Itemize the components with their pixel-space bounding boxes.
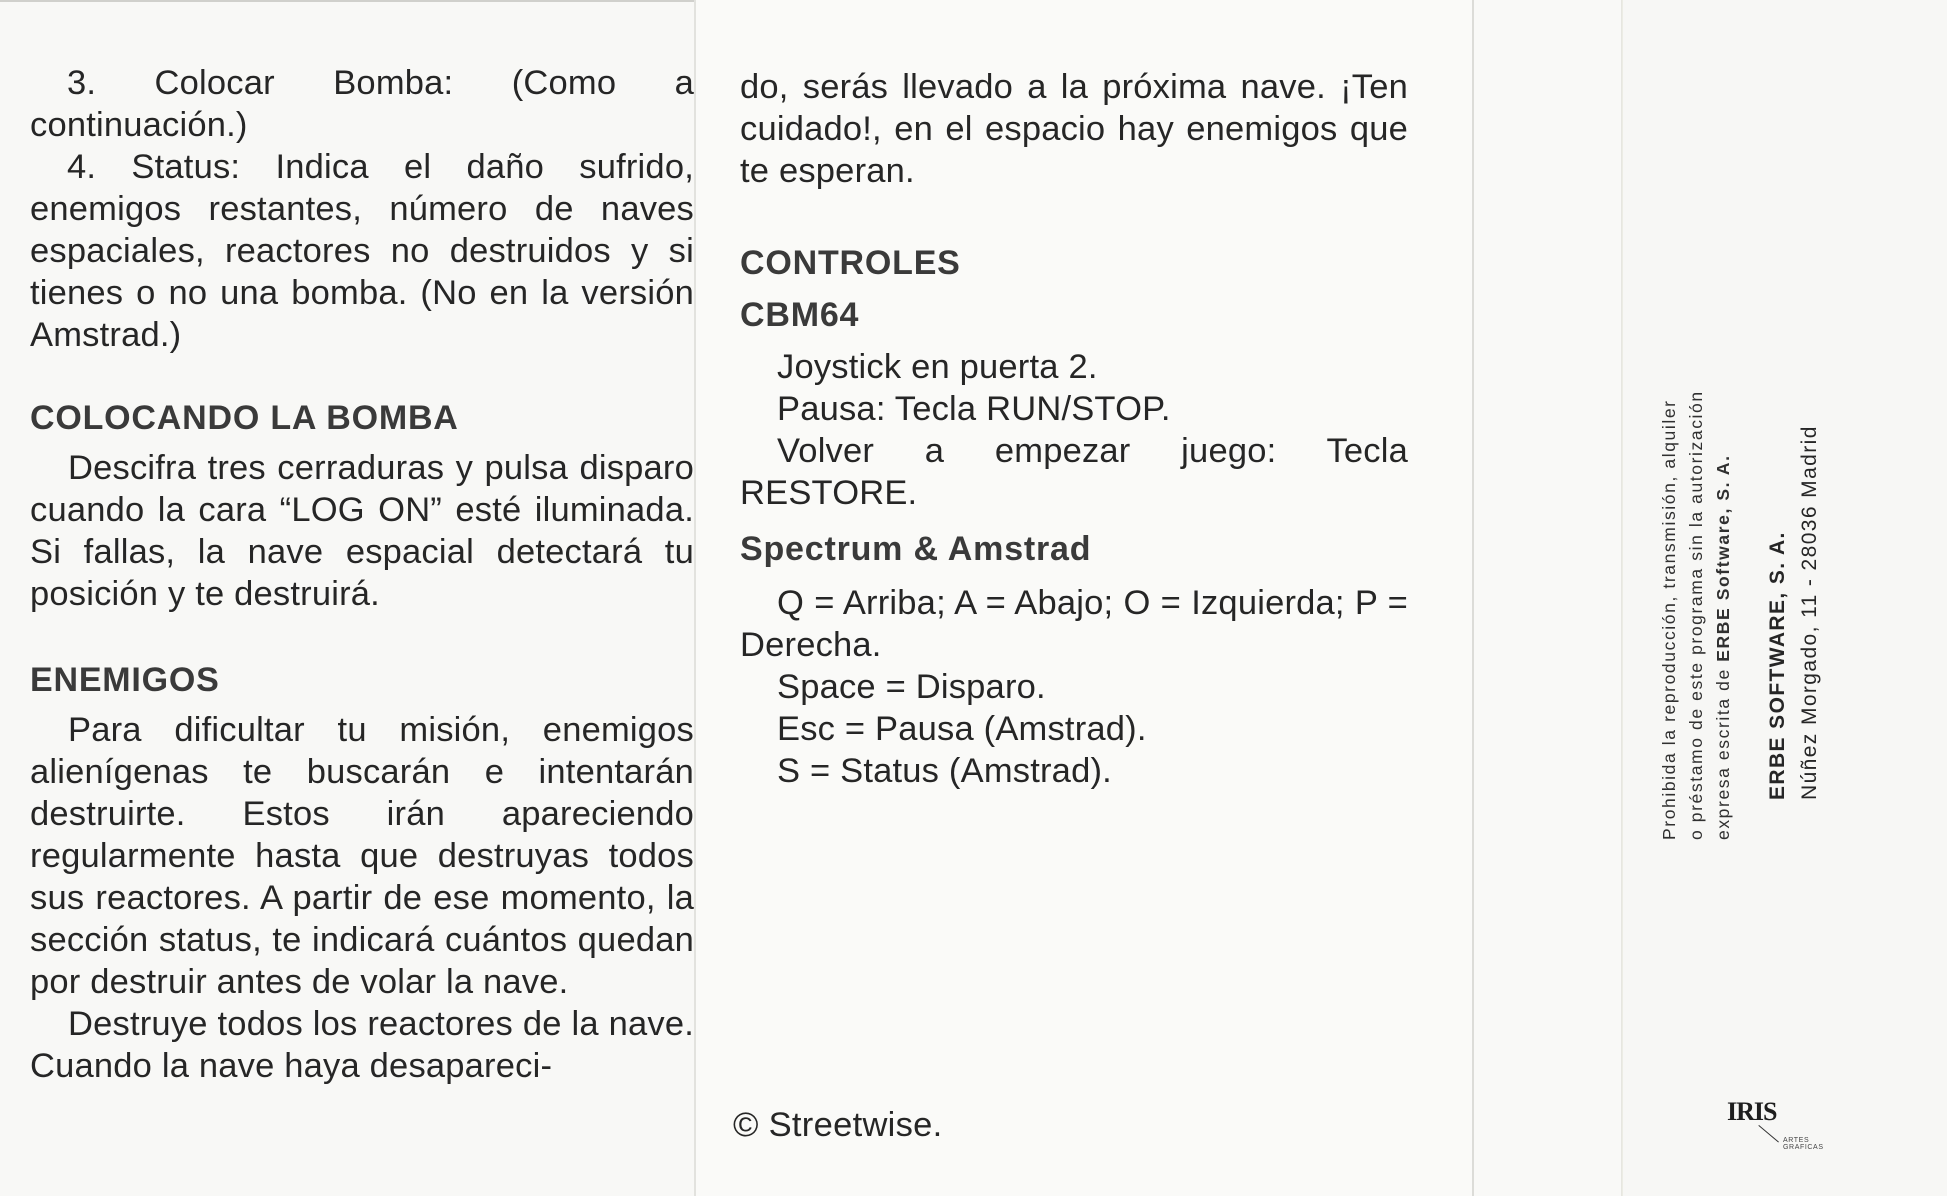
cbm-restart-line: Volver a empezar juego: Tecla RESTORE. [740, 432, 1408, 512]
spectrum-direction-keys: Q = Arriba; A = Abajo; O = Izquierda; P = Derecha. [740, 584, 1408, 664]
heading-cbm64: CBM64 [740, 296, 860, 334]
legal-company-name: ERBE Software, S. A. [1713, 454, 1733, 662]
copyright-notice: © Streetwise. [733, 1106, 943, 1144]
cbm-joystick-line: Joystick en puerta 2. [777, 348, 1098, 386]
cbm-pause-line: Pausa: Tecla RUN/STOP. [777, 390, 1171, 428]
spectrum-fire-key: Space = Disparo. [777, 668, 1046, 706]
continuation-paragraph: do, serás llevado a la próxima nave. ¡Ten cuidado!, en el espacio hay enemigos que te esperan. [740, 68, 1408, 190]
legal-line-3 [1710, 390, 1737, 840]
heading-colocando-bomba: COLOCANDO LA BOMBA [30, 399, 459, 437]
legal-line-3-prefix: expresa escrita de [1713, 661, 1733, 840]
bomba-paragraph: Descifra tres cerraduras y pulsa disparo cuando la cara “LOG ON” esté iluminada. Si fallas, la nave espacial detectará tu posición y te destruirá. [30, 449, 694, 613]
iris-logo-stroke [1758, 1125, 1779, 1142]
legal-line-2: o préstamo de este programa sin la autorización [1686, 390, 1706, 840]
enemigos-paragraph: Para dificultar tu misión, enemigos alienígenas te buscarán e intentarán destruirte. Estos irán apareciendo regularmente hasta que destruyas todos sus reactores. A partir de ese momento, la sección status, te indicará cuántos quedan por destruir antes de volar la nave. [30, 711, 694, 1001]
iris-logo-mark: IRIS [1727, 1097, 1777, 1126]
amstrad-pause-key: Esc = Pausa (Amstrad). [777, 710, 1147, 748]
heading-controles: CONTROLES [740, 244, 961, 282]
heading-spectrum-amstrad: Spectrum & Amstrad [740, 530, 1092, 568]
heading-enemigos: ENEMIGOS [30, 661, 220, 699]
reactores-paragraph: Destruye todos los reactores de la nave. Cuando la nave haya desapareci- [30, 1005, 694, 1085]
legal-notice [1656, 390, 1737, 840]
iris-logo-subtitle: ARTES GRAFICAS [1783, 1137, 1824, 1151]
spine-panel [1474, 0, 1622, 1196]
instruction-item-3: 3. Colocar Bomba: (Como a continuación.) [30, 64, 694, 144]
publisher-block [1762, 425, 1826, 800]
legal-line-1: Prohibida la reproducción, transmisión, alquiler [1659, 399, 1679, 840]
middle-text-column [740, 66, 1408, 792]
publisher-address: Núñez Morgado, 11 - 28036 Madrid [1798, 425, 1821, 800]
amstrad-status-key: S = Status (Amstrad). [777, 752, 1112, 790]
iris-printer-logo [1727, 1097, 1847, 1149]
left-text-column [30, 62, 694, 1087]
instruction-item-4: 4. Status: Indica el daño sufrido, enemigos restantes, número de naves espaciales, reactores no destruidos y si tienes o no una bomba. (No en la versión Amstrad.) [30, 148, 694, 354]
publisher-name: ERBE SOFTWARE, S. A. [1766, 531, 1789, 800]
